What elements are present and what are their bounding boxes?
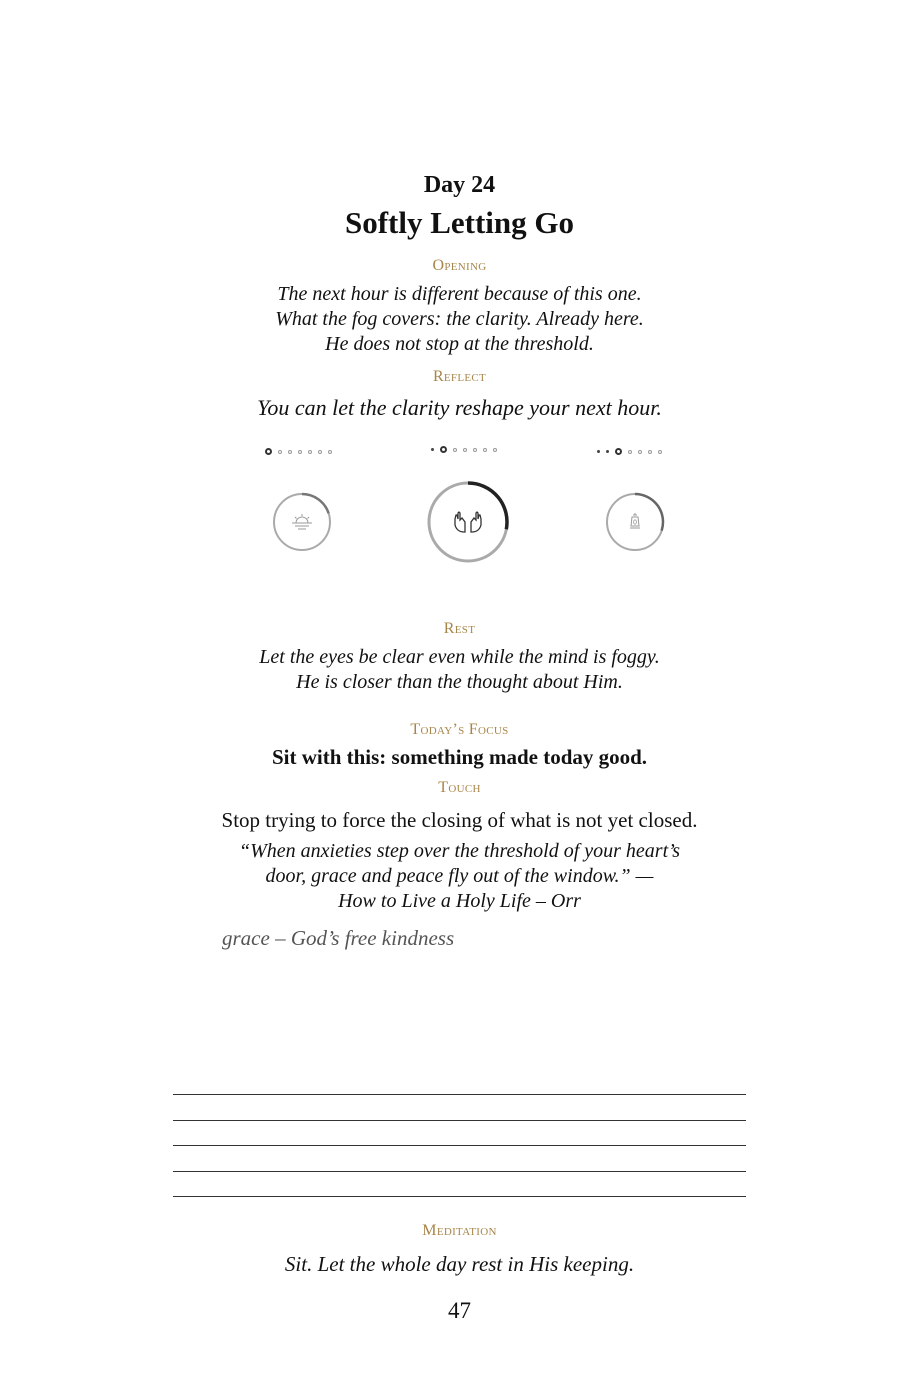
journal-line[interactable] — [173, 1171, 746, 1172]
progress-dot — [483, 448, 487, 452]
progress-dot — [440, 446, 447, 453]
rest-label: Rest — [443, 620, 476, 637]
praying-hands-icon — [426, 480, 510, 564]
practice-widgets — [0, 440, 919, 580]
progress-dot — [288, 450, 292, 454]
journal-line[interactable] — [173, 1145, 746, 1146]
practice-dial[interactable] — [426, 480, 510, 564]
journal-line[interactable] — [173, 1120, 746, 1121]
progress-dot — [308, 450, 312, 454]
progress-dot — [318, 450, 322, 454]
journal-lines[interactable] — [173, 1094, 746, 1222]
progress-dot — [597, 450, 600, 453]
quote-line: “When anxieties step over the threshold of your heart’s — [238, 840, 681, 862]
progress-dot — [473, 448, 477, 452]
progress-dot — [628, 450, 632, 454]
touch-text: Stop trying to force the closing of what is not yet closed. — [221, 808, 698, 832]
progress-dot — [265, 448, 272, 455]
progress-dots — [431, 446, 497, 453]
practice-dial[interactable] — [272, 492, 332, 552]
progress-dots — [265, 448, 332, 455]
journal-line[interactable] — [173, 1094, 746, 1095]
reflect-label: Reflect — [432, 368, 487, 385]
progress-dots — [597, 448, 662, 455]
progress-dot — [298, 450, 302, 454]
progress-dot — [463, 448, 467, 452]
progress-dot — [638, 450, 642, 454]
quote-line: door, grace and peace fly out of the window.” — — [265, 865, 654, 887]
page-number: 47 — [448, 1298, 471, 1323]
touch-label: Touch — [438, 779, 481, 796]
rest-line: Let the eyes be clear even while the mind is foggy. — [259, 646, 660, 668]
rest-text — [0, 645, 919, 695]
progress-dot — [606, 450, 609, 453]
quote-line: How to Live a Holy Life – Orr — [338, 890, 581, 912]
progress-dot — [328, 450, 332, 454]
opening-line: What the fog covers: the clarity. Already here. — [275, 308, 644, 330]
progress-dot — [278, 450, 282, 454]
practice-dial[interactable] — [605, 492, 665, 552]
opening-label: Opening — [432, 257, 487, 274]
progress-dot — [658, 450, 662, 454]
day-number: Day 24 — [423, 172, 496, 198]
page-title: Softly Letting Go — [344, 205, 575, 240]
progress-dot — [493, 448, 497, 452]
lantern-icon — [605, 492, 665, 552]
sunrise-icon — [272, 492, 332, 552]
progress-dot — [648, 450, 652, 454]
progress-dot — [431, 448, 434, 451]
focus-label: Today’s Focus — [410, 721, 509, 738]
journal-line[interactable] — [173, 1196, 746, 1197]
reflect-text: You can let the clarity reshape your next hour. — [257, 395, 662, 420]
progress-dot — [453, 448, 457, 452]
opening-text — [0, 282, 919, 357]
opening-line: He does not stop at the threshold. — [325, 333, 594, 355]
meditation-label: Meditation — [422, 1222, 497, 1239]
meditation-text: Sit. Let the whole day rest in His keeping. — [284, 1252, 635, 1276]
progress-dot — [615, 448, 622, 455]
word-gloss: grace – God’s free kindness — [222, 926, 455, 950]
quote — [0, 839, 919, 914]
rest-line: He is closer than the thought about Him. — [296, 671, 623, 693]
opening-line: The next hour is different because of this one. — [277, 283, 642, 305]
focus-text: Sit with this: something made today good. — [271, 745, 648, 769]
